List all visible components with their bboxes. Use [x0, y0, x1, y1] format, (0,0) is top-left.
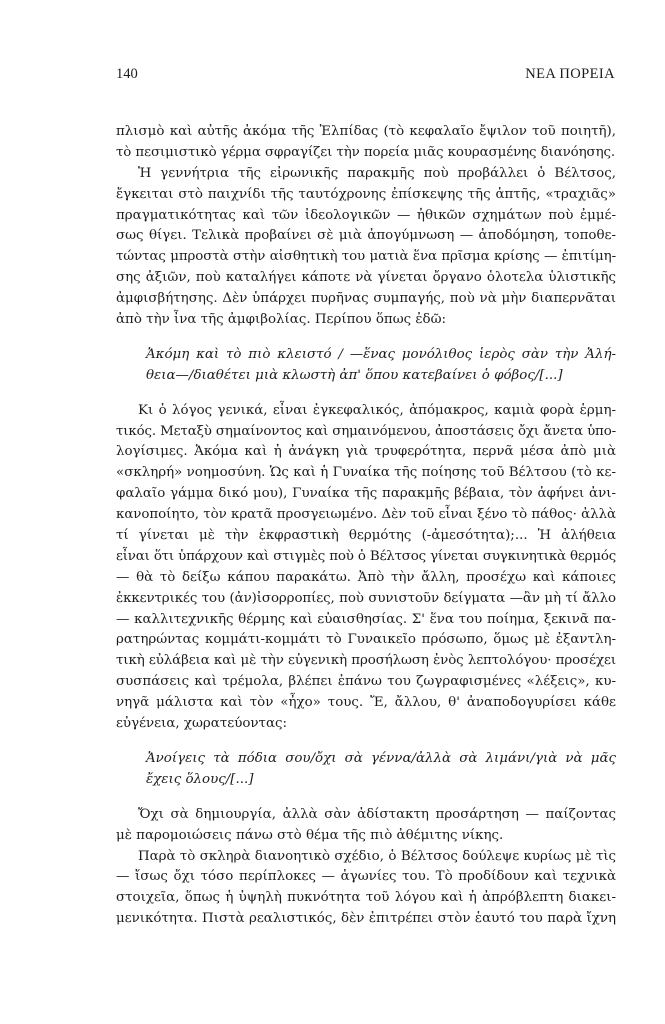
- text-line: νηγᾶ μάλιστα καὶ τὸν «ἦχο» τους. Ἔ, ἄλλου, θ' ἀναποδογυρίσει κάθε: [116, 695, 616, 711]
- text-line: φαλαῖο γάμμα δικό μου), Γυναίκα τῆς παρακμῆς βέβαια, τὸν ἀφήνει ἀνι-: [116, 486, 616, 502]
- quote-line: Ἀνοίγεις τὰ πόδια σου/ὄχι σὰ γέννα/ἀλλὰ σὰ λιμάνι/γιὰ νὰ μᾶς: [146, 750, 616, 766]
- text-line: σης ἀξιῶν, ποὺ καταλήγει κάποτε νὰ γίνεται ὄργανο ὁλοτελα ὑλιστικῆς: [116, 270, 616, 286]
- paragraph-3: [116, 401, 616, 735]
- text-line: εἶναι ὅτι ὑπάρχουν καὶ στιγμὲς ποὺ ὁ Βέλτσος γίνεται συγκινητικὰ θερμός: [116, 548, 616, 564]
- text-line: — ἴσως ὄχι τόσο περίπλοκες — ἀγωνίες του. Τὸ προδίδουν καὶ τεχνικὰ: [116, 869, 616, 885]
- text-line: μενικότητα. Πιστὰ ρεαλιστικός, δὲν ἐπιτρέπει στὸν ἑαυτό του παρὰ ἴχνη: [116, 911, 616, 927]
- text-line: «σκληρή» νοημοσύνη. Ὡς καὶ ἡ Γυναίκα τῆς ποίησης τοῦ Βέλτσου (τὸ κε-: [116, 465, 616, 481]
- text-line: ἐκκεντρικές του (ἀν)ἰσορροπίες, ποὺ συνιστοῦν δείγματα —ἂν μὴ τί ἄλλο: [116, 590, 616, 606]
- page-header: [116, 66, 615, 86]
- text-line: πλισμὸ καὶ αὐτῆς ἀκόμα τῆς Ἐλπίδας (τὸ κεφαλαῖο ἔψιλον τοῦ ποιητῆ),: [116, 124, 616, 139]
- text-line: Κι ὁ λόγος γενικά, εἶναι ἐγκεφαλικός, ἀπόμακρος, καμιὰ φορὰ ἑρμη-: [138, 402, 616, 418]
- text-line: λογίσιμες. Ἀκόμα καὶ ἡ ἀνάγκη γιὰ τρυφερότητα, περνᾶ μέσα ἀπὸ μιὰ: [116, 444, 616, 460]
- text-line: ἀπὸ τὴν ἶνα τῆς ἀμφιβολίας. Περίπου ὅπως ἐδῶ:: [116, 312, 447, 328]
- body-text: [116, 122, 616, 930]
- spacer: [116, 791, 616, 805]
- spacer: [116, 387, 616, 401]
- text-line: πραγματικότητας καὶ τῶν ἰδεολογικῶν — ἠθικῶν σχημάτων ποὺ ἐμμέ-: [116, 207, 616, 223]
- text-line: Παρὰ τὸ σκληρὰ διανοητικὸ σχέδιο, ὁ Βέλτσος δούλεψε κυρίως μὲ τὶς: [138, 848, 616, 864]
- text-line: τί γίνεται μὲ τὴν ἐκφραστικὴ θερμότης (-ἀμεσότητα);... Ἡ ἀλήθεια: [116, 528, 616, 544]
- text-line: τικὴ εὐλάβεια καὶ μὲ τὴν εὐγενικὴ προσήλωση ἑνὸς λεπτολόγου· προσέχει: [116, 653, 616, 669]
- quotation-1: [116, 345, 616, 387]
- text-line: τώντας μπροστὰ στὴν αἰσθητικὴ του ματιὰ ἕνα πρῖσμα κρίσης — ἐπιτίμη-: [116, 249, 616, 265]
- text-line: Ὄχι σὰ δημιουργία, ἀλλὰ σὰν ἀδίστακτη προσάρτηση — παίζοντας: [138, 806, 616, 822]
- text-line: συσπάσεις καὶ τρέμολα, βλέπει ἐπάνω του ζωγραφισμένες «λέξεις», κυ-: [116, 674, 616, 690]
- page-number: 140: [116, 66, 138, 82]
- text-line: εὐγένεια, χωρατεύοντας:: [116, 716, 287, 732]
- spacer: [116, 735, 616, 749]
- paragraph-1: [116, 122, 616, 164]
- text-line: ρατηρώντας κομμάτι-κομμάτι τὸ Γυναικεῖο πρόσωπο, ὅμως μὲ ἐξαντλη-: [116, 632, 616, 648]
- quote-line: θεια—/διαθέτει μιὰ κλωστὴ ἀπ' ὅπου κατεβαίνει ὁ φόβος/[...]: [146, 367, 563, 383]
- quotation-2: [116, 749, 616, 791]
- text-line: τὸ πεσιμιστικὸ γέρμα σφραγίζει τὴν πορεία μιᾶς κουρασμένης διανόησης.: [116, 144, 616, 160]
- paragraph-5: [116, 847, 616, 931]
- text-line: μὲ παρομοιώσεις πάνω στὸ θέμα τῆς πιὸ ἀθέμιτης νίκης.: [116, 827, 504, 843]
- paragraph-4: [116, 805, 616, 847]
- text-line: — καλλιτεχνικῆς θέρμης καὶ εὐαισθησίας. Σ' ἕνα του ποίημα, ξεκινᾶ πα-: [116, 611, 616, 627]
- text-line: ἀμφισβήτησης. Δὲν ὑπάρχει πυρῆνας συμπαγής, ποὺ νὰ μὴν διαπερνᾶται: [116, 291, 616, 307]
- text-line: Ἡ γεννήτρια τῆς εἰρωνικῆς παρακμῆς ποὺ προβάλλει ὁ Βέλτσος,: [138, 165, 616, 181]
- paragraph-2: [116, 164, 616, 331]
- text-line: — θὰ τὸ δείξω κάπου παρακάτω. Ἀπὸ τὴν ἄλλη, προσέχω καὶ κάποιες: [116, 569, 616, 585]
- text-line: στοιχεῖα, ὅπως ἡ ὑψηλὴ πυκνότητα τοῦ λόγου καὶ ἡ ἀπρόβλεπτη διακει-: [116, 890, 616, 906]
- text-line: τικός. Μεταξὺ σημαίνοντος καὶ σημαινόμενου, ἀποστάσεις ὄχι ἄνετα ὑπο-: [116, 423, 616, 439]
- text-line: ἔγκειται στὸ παιχνίδι τῆς ταυτόχρονης ἐπίσκεψης τῆς ἁπτῆς, «τραχιᾶς»: [116, 186, 616, 202]
- quote-line: ἔχεις ὅλους/[...]: [146, 771, 254, 787]
- quote-line: Ἀκόμη καὶ τὸ πιὸ κλειστό / —ἕνας μονόλιθος ἱερὸς σὰν τὴν Ἀλή-: [146, 346, 616, 362]
- text-line: σως θίγει. Τελικὰ προβαίνει σὲ μιὰ ἀπογύμνωση — ἀποδόμηση, τοποθε-: [116, 228, 616, 244]
- spacer: [116, 331, 616, 345]
- text-line: κανοποίητο, τὸν κρατᾶ προσγειωμένο. Δὲν τοῦ εἶναι ξένο τὸ πάθος· ἀλλὰ: [116, 507, 616, 523]
- running-title: ΝΕΑ ΠΟΡΕΙΑ: [525, 66, 615, 82]
